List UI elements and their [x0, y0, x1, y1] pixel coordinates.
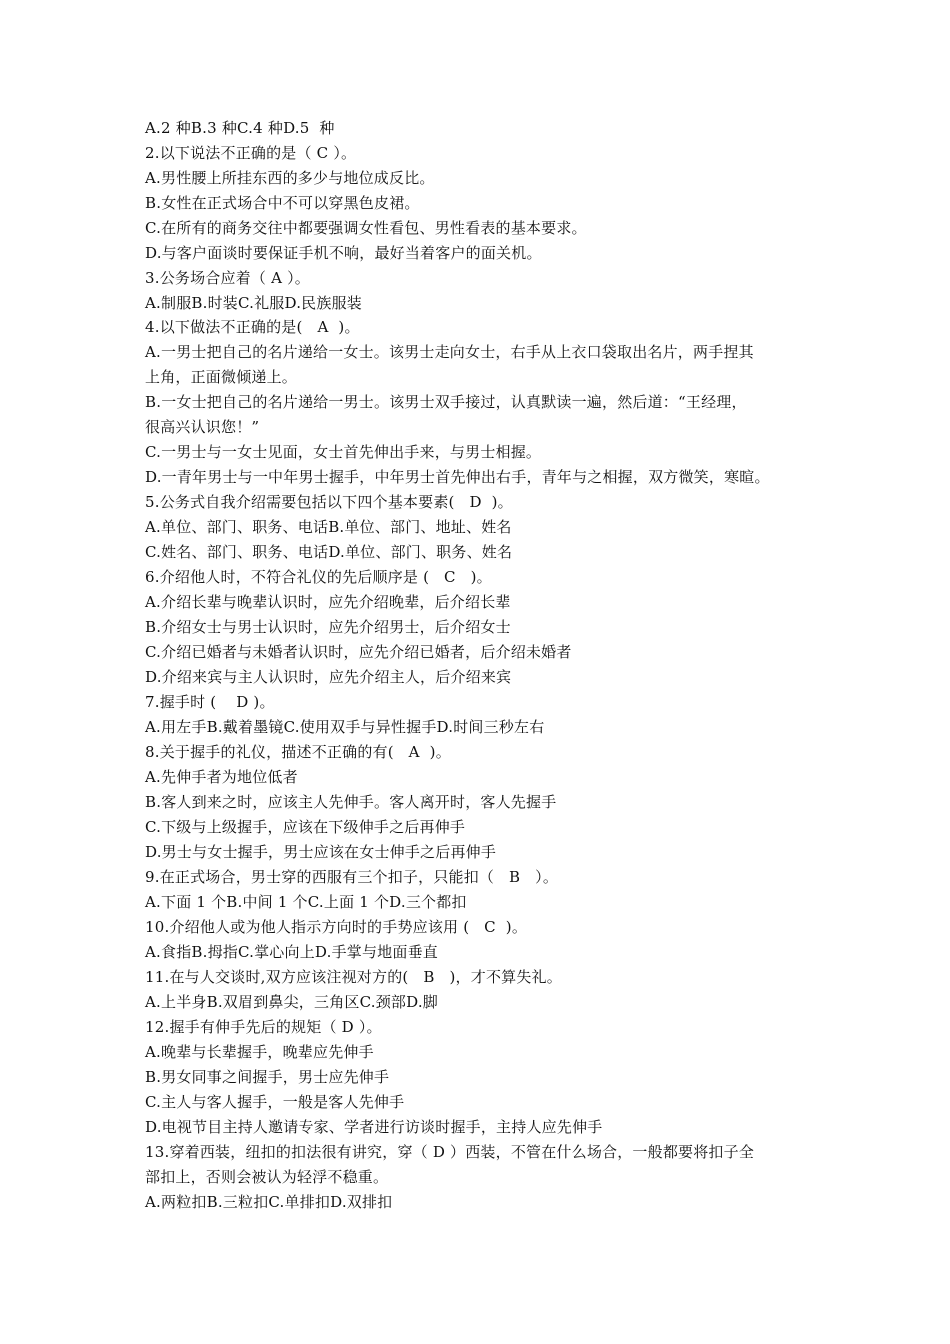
- text-line: D.介绍来宾与主人认识时，应先介绍主人，后介绍来宾: [145, 668, 512, 686]
- answer-options-row: [145, 893, 825, 911]
- question-text: 12.握手有伸手先后的规矩（ D ）。: [145, 1018, 382, 1036]
- question-text: 9.在正式场合，男士穿的西服有三个扣子，只能扣（ B ）。: [145, 868, 559, 886]
- text-line: 上角，正面微倾递上。: [145, 368, 298, 386]
- question-text: 10.介绍他人或为他人指示方向时的手势应该用 ( C )。: [145, 918, 528, 936]
- answer-options-row: [145, 119, 825, 137]
- answer-option: D.三个都扣: [389, 893, 467, 911]
- text-line: D.与客户面谈时要保证手机不响，最好当着客户的面关机。: [145, 244, 542, 262]
- answer-option: B.时装: [191, 294, 238, 312]
- answer-option: A.食指: [145, 943, 192, 961]
- answer-option: A.单位、部门、职务、电话: [145, 518, 329, 536]
- question-text: 8.关于握手的礼仪，描述不正确的有( A )。: [145, 743, 451, 761]
- question-text: 2.以下说法不正确的是（ C ）。: [145, 144, 357, 162]
- text-line: C.介绍已婚者与未婚者认识时，应先介绍已婚者，后介绍未婚者: [145, 643, 572, 661]
- answer-options-row: [145, 518, 825, 536]
- answer-option: D.单位、部门、职务、姓名: [328, 543, 513, 561]
- answer-options-row: [145, 943, 825, 961]
- text-line: D.电视节目主持人邀请专家、学者进行访谈时握手，主持人应先伸手: [145, 1118, 603, 1136]
- answer-option: B.拇指: [191, 943, 238, 961]
- answer-options-row: [145, 294, 825, 312]
- question-text: 13.穿着西装，纽扣的扣法很有讲究，穿（ D ）西装，不管在什么场合，一般都要将扣子全: [145, 1143, 755, 1161]
- answer-option: C.掌心向上: [238, 943, 315, 961]
- answer-option: A.2 种: [145, 119, 191, 137]
- answer-option: B.3 种: [190, 119, 238, 137]
- text-line: D.一青年男士与一中年男士握手，中年男士首先伸出右手，青年与之相握，双方微笑，寒暄。: [145, 468, 770, 486]
- text-line: B.客人到来之时，应该主人先伸手。客人离开时，客人先握手: [145, 793, 557, 811]
- text-line: 部扣上，否则会被认为轻浮不稳重。: [145, 1168, 389, 1186]
- answer-options-row: [145, 993, 825, 1011]
- answer-options-row: [145, 718, 825, 736]
- text-line: B.一女士把自己的名片递给一男士。该男士双手接过，认真默读一遍，然后道：“王经理，: [145, 393, 747, 411]
- question-text: 3.公务场合应着（ A ）。: [145, 269, 310, 287]
- text-line: A.男性腰上所挂东西的多少与地位成反比。: [145, 169, 435, 187]
- text-line: A.晚辈与长辈握手，晚辈应先伸手: [145, 1043, 374, 1061]
- answer-option: C.颈部: [359, 993, 407, 1011]
- answer-option: C.姓名、部门、职务、电话: [145, 543, 329, 561]
- answer-option: A.制服: [145, 294, 192, 312]
- text-line: C.主人与客人握手，一般是客人先伸手: [145, 1093, 405, 1111]
- answer-option: B.中间 1 个: [226, 893, 308, 911]
- answer-option: A.下面 1 个: [145, 893, 227, 911]
- answer-option: C.使用双手与异性握手: [283, 718, 437, 736]
- answer-option: A.用左手: [145, 718, 207, 736]
- text-line: C.在所有的商务交往中都要强调女性看包、男性看表的基本要求。: [145, 219, 587, 237]
- answer-option: D.双排扣: [330, 1193, 393, 1211]
- question-text: 4.以下做法不正确的是( A )。: [145, 318, 360, 336]
- answer-option: D.民族服装: [284, 294, 362, 312]
- text-line: C.下级与上级握手，应该在下级伸手之后再伸手: [145, 818, 466, 836]
- text-line: A.介绍长辈与晚辈认识时，应先介绍晚辈，后介绍长辈: [145, 593, 511, 611]
- question-text: 7.握手时 ( D )。: [145, 693, 275, 711]
- answer-option: D.时间三秒左右: [436, 718, 545, 736]
- text-line: B.男女同事之间握手，男士应先伸手: [145, 1068, 390, 1086]
- answer-option: C.礼服: [238, 294, 285, 312]
- answer-option: B.双眉到鼻尖，三角区: [206, 993, 360, 1011]
- text-line: B.介绍女士与男士认识时，应先介绍男士，后介绍女士: [145, 618, 511, 636]
- question-text: 6.介绍他人时，不符合礼仪的先后顺序是 ( C )。: [145, 568, 492, 586]
- answer-option: A.上半身: [145, 993, 207, 1011]
- question-text: 11.在与人交谈时,双方应该注视对方的( B )，才不算失礼。: [145, 968, 562, 986]
- answer-option: C.4 种: [237, 119, 284, 137]
- answer-options-row: [145, 543, 825, 561]
- text-line: D.男士与女士握手，男士应该在女士伸手之后再伸手: [145, 843, 497, 861]
- answer-option: D.5 种: [283, 119, 335, 137]
- answer-option: B.单位、部门、地址、姓名: [328, 518, 512, 536]
- answer-option: B.三粒扣: [206, 1193, 269, 1211]
- text-line: A.先伸手者为地位低者: [145, 768, 298, 786]
- answer-option: A.两粒扣: [145, 1193, 207, 1211]
- text-line: C.一男士与一女士见面，女士首先伸出手来，与男士相握。: [145, 443, 542, 461]
- text-line: 很高兴认识您！”: [145, 418, 260, 436]
- text-line: B.女性在正式场合中不可以穿黑色皮裙。: [145, 194, 420, 212]
- answer-options-row: [145, 1193, 825, 1211]
- answer-option: C.单排扣: [268, 1193, 331, 1211]
- question-text: 5.公务式自我介绍需要包括以下四个基本要素( D )。: [145, 493, 513, 511]
- answer-option: C.上面 1 个: [307, 893, 390, 911]
- answer-option: B.戴着墨镜: [206, 718, 284, 736]
- text-line: A.一男士把自己的名片递给一女士。该男士走向女士，右手从上衣口袋取出名片，两手捏其: [145, 343, 754, 361]
- answer-option: D.脚: [406, 993, 438, 1011]
- answer-option: D.手掌与地面垂直: [314, 943, 438, 961]
